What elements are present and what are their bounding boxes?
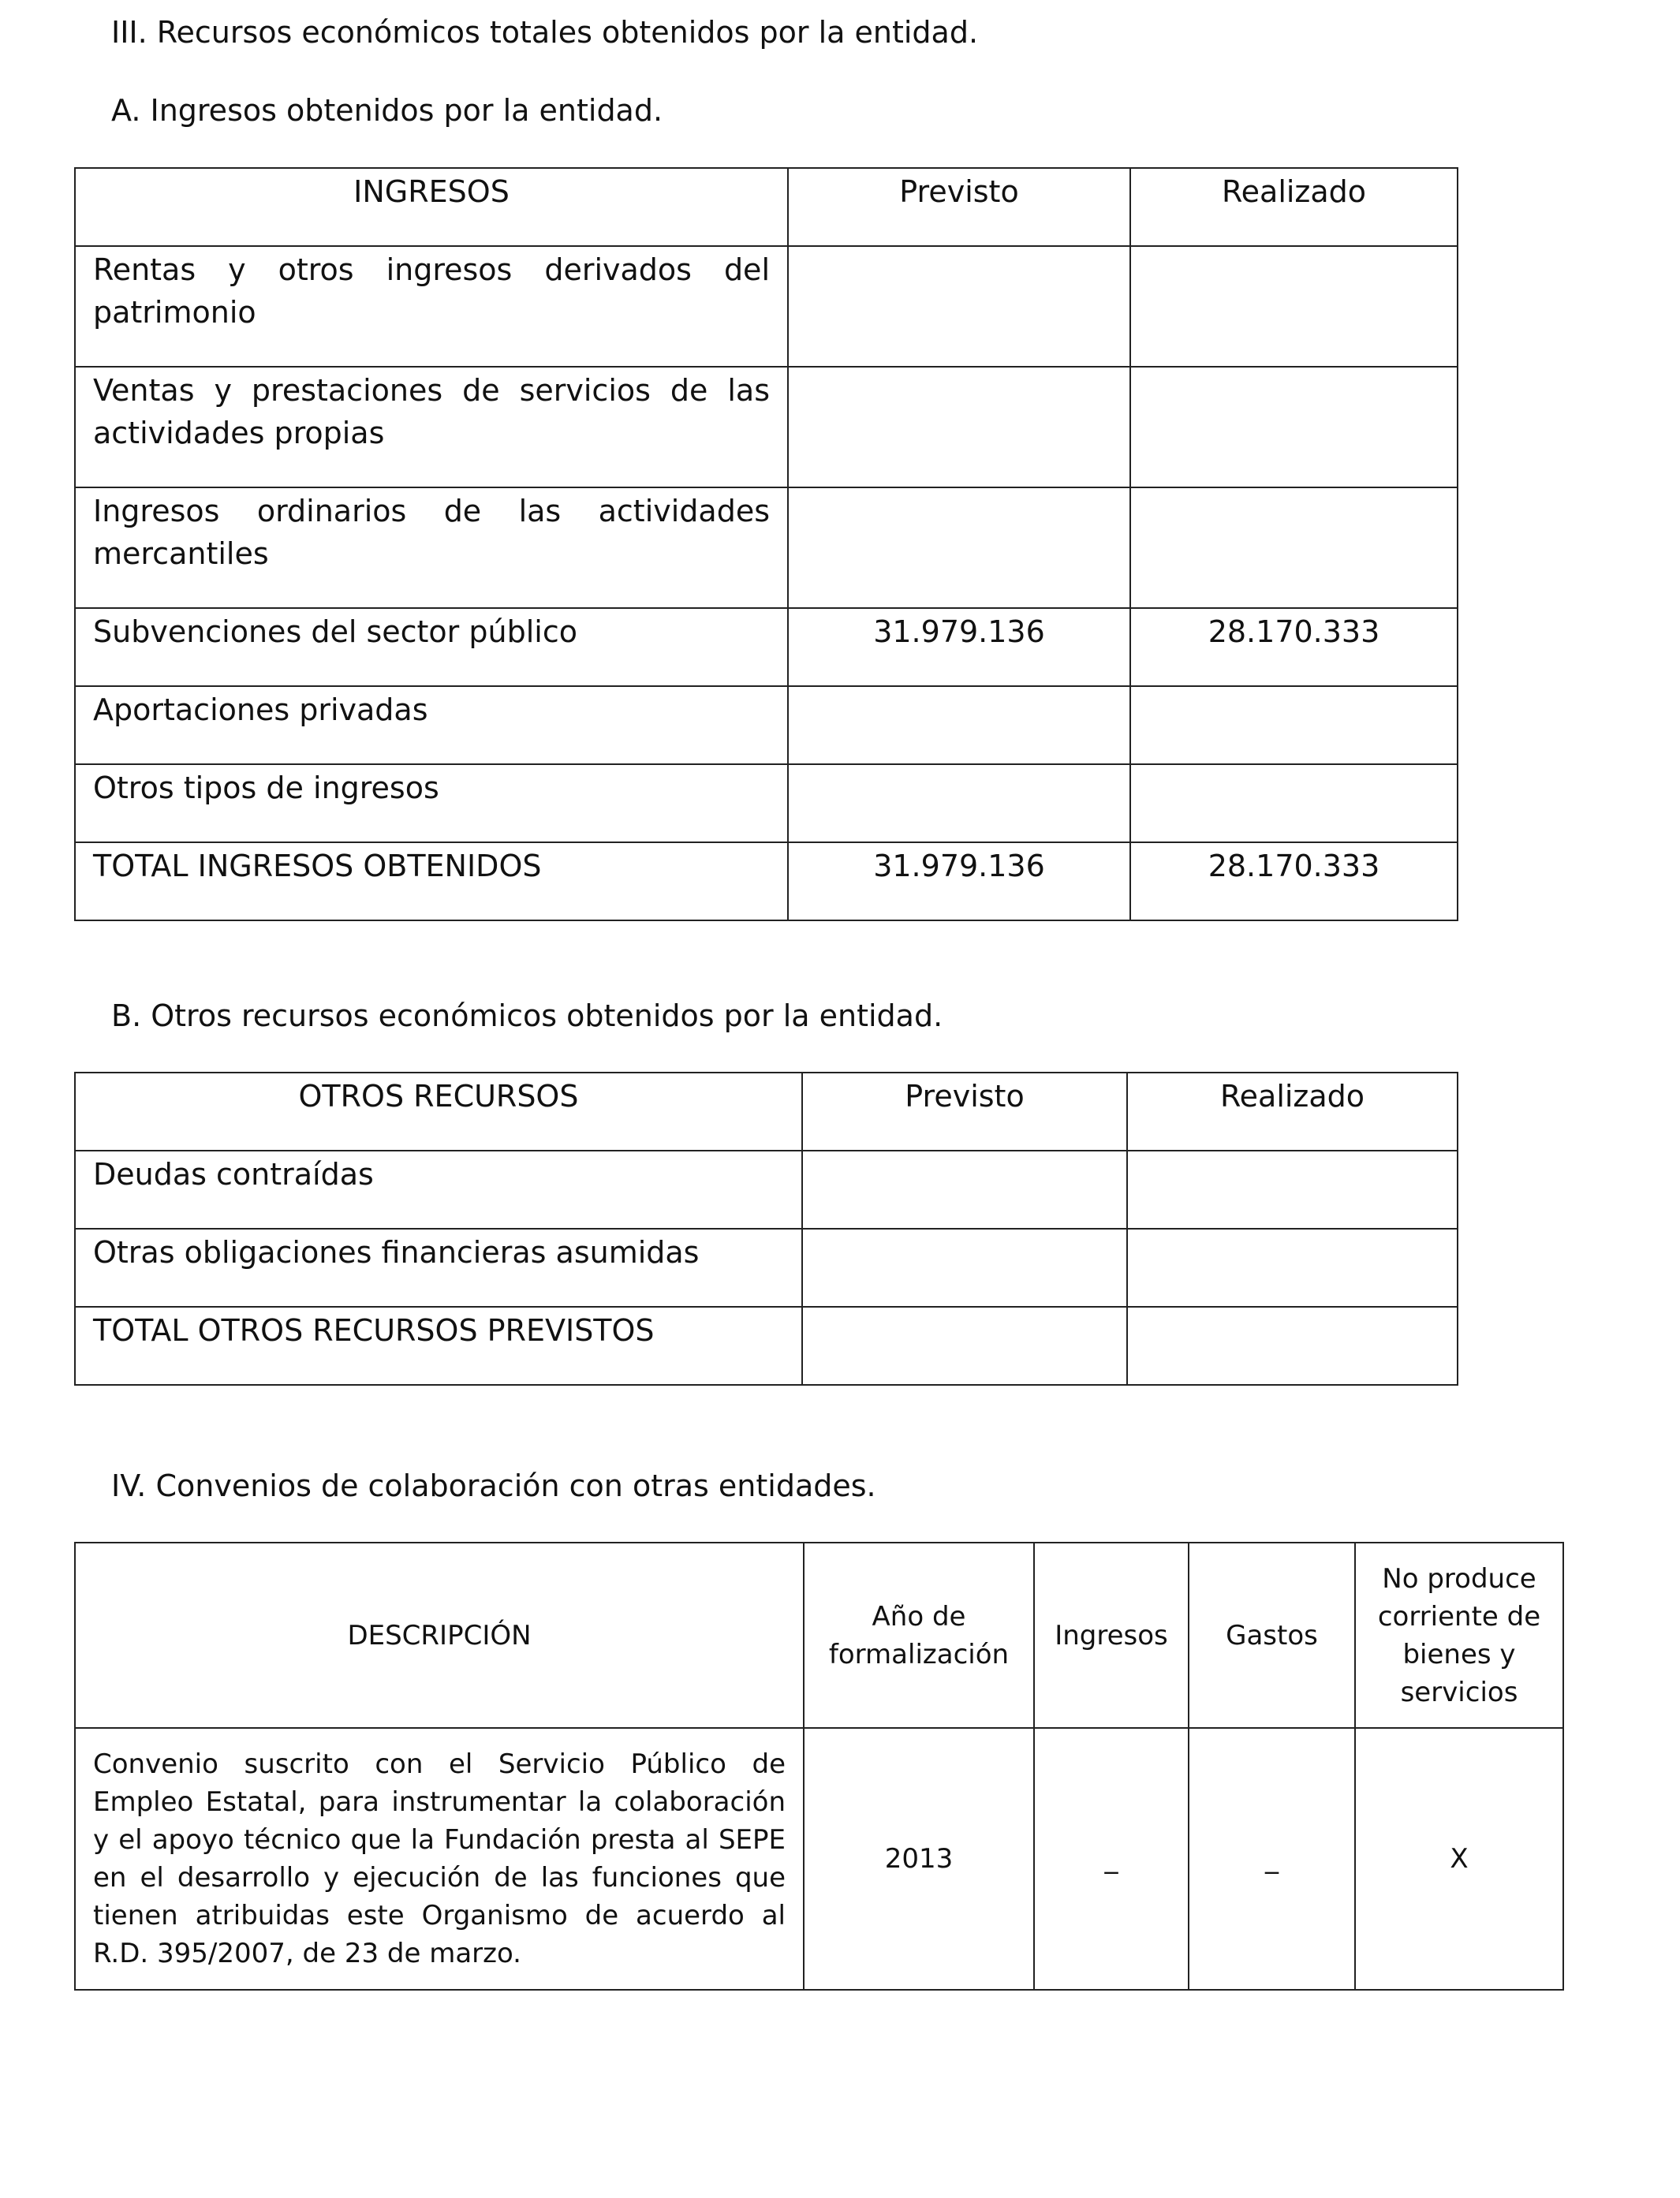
row-label: Otras obligaciones financieras asumidas (75, 1229, 802, 1307)
column-header-ingresos: INGRESOS (75, 168, 788, 246)
total-row (75, 1307, 1458, 1385)
column-header-realizado: Realizado (1130, 168, 1458, 246)
ingresos-table (74, 167, 1458, 921)
table-header-row (75, 1543, 1563, 1728)
previsto-cell (802, 1307, 1127, 1385)
column-header-anio: Año de formalización (804, 1543, 1034, 1728)
previsto-cell: 31.979.136 (788, 842, 1130, 920)
realizado-cell (1130, 367, 1458, 487)
column-header-gastos: Gastos (1189, 1543, 1355, 1728)
column-header-ingresos: Ingresos (1034, 1543, 1189, 1728)
row-label: Ingresos ordinarios de las actividades mercantiles (75, 487, 788, 608)
column-header-descripcion: DESCRIPCIÓN (75, 1543, 804, 1728)
table-header-row (75, 168, 1458, 246)
previsto-cell (802, 1151, 1127, 1229)
row-label: Aportaciones privadas (75, 686, 788, 764)
row-label: Deudas contraídas (75, 1151, 802, 1229)
table-row (75, 1229, 1458, 1307)
table-row (75, 1728, 1563, 1990)
realizado-cell (1130, 764, 1458, 842)
section-iv-title: IV. Convenios de colaboración con otras entidades. (111, 1468, 876, 1503)
row-label: TOTAL OTROS RECURSOS PREVISTOS (75, 1307, 802, 1385)
column-header-no-produce: No produce corriente de bienes y servicios (1355, 1543, 1563, 1728)
previsto-cell (788, 246, 1130, 367)
row-label: Otros tipos de ingresos (75, 764, 788, 842)
section-b-title: B. Otros recursos económicos obtenidos por la entidad. (111, 998, 943, 1033)
row-label: Ventas y prestaciones de servicios de las actividades propias (75, 367, 788, 487)
previsto-cell (788, 764, 1130, 842)
realizado-cell (1127, 1307, 1458, 1385)
previsto-cell (788, 686, 1130, 764)
row-label: TOTAL INGRESOS OBTENIDOS (75, 842, 788, 920)
realizado-cell: 28.170.333 (1130, 842, 1458, 920)
section-iii-title: III. Recursos económicos totales obtenidos por la entidad. (111, 15, 979, 50)
realizado-cell (1127, 1229, 1458, 1307)
column-header-previsto: Previsto (802, 1073, 1127, 1151)
previsto-cell (802, 1229, 1127, 1307)
previsto-cell (788, 367, 1130, 487)
otros-recursos-table (74, 1072, 1458, 1386)
table-row (75, 1151, 1458, 1229)
anio-cell: 2013 (804, 1728, 1034, 1990)
table-row (75, 367, 1458, 487)
row-label: Subvenciones del sector público (75, 608, 788, 686)
table-row (75, 764, 1458, 842)
realizado-cell (1127, 1151, 1458, 1229)
section-a-title: A. Ingresos obtenidos por la entidad. (111, 93, 663, 128)
convenios-table (74, 1542, 1564, 1991)
row-label: Rentas y otros ingresos derivados del patrimonio (75, 246, 788, 367)
table-row (75, 487, 1458, 608)
previsto-cell: 31.979.136 (788, 608, 1130, 686)
table-row (75, 686, 1458, 764)
no-produce-cell: X (1355, 1728, 1563, 1990)
gastos-cell: _ (1189, 1728, 1355, 1990)
descripcion-cell: Convenio suscrito con el Servicio Público de Empleo Estatal, para instrumentar la colaboración y el apoyo técnico que la Fundación presta al SEPE en el desarrollo y ejecución de las funciones que tienen atribuidas este Organismo de acuerdo al R.D. 395/2007, de 23 de marzo. (75, 1728, 804, 1990)
table-header-row (75, 1073, 1458, 1151)
ingresos-cell: _ (1034, 1728, 1189, 1990)
table-row (75, 246, 1458, 367)
realizado-cell (1130, 487, 1458, 608)
realizado-cell: 28.170.333 (1130, 608, 1458, 686)
previsto-cell (788, 487, 1130, 608)
total-row (75, 842, 1458, 920)
table-row (75, 608, 1458, 686)
realizado-cell (1130, 686, 1458, 764)
column-header-realizado: Realizado (1127, 1073, 1458, 1151)
realizado-cell (1130, 246, 1458, 367)
column-header-previsto: Previsto (788, 168, 1130, 246)
column-header-otros-recursos: OTROS RECURSOS (75, 1073, 802, 1151)
